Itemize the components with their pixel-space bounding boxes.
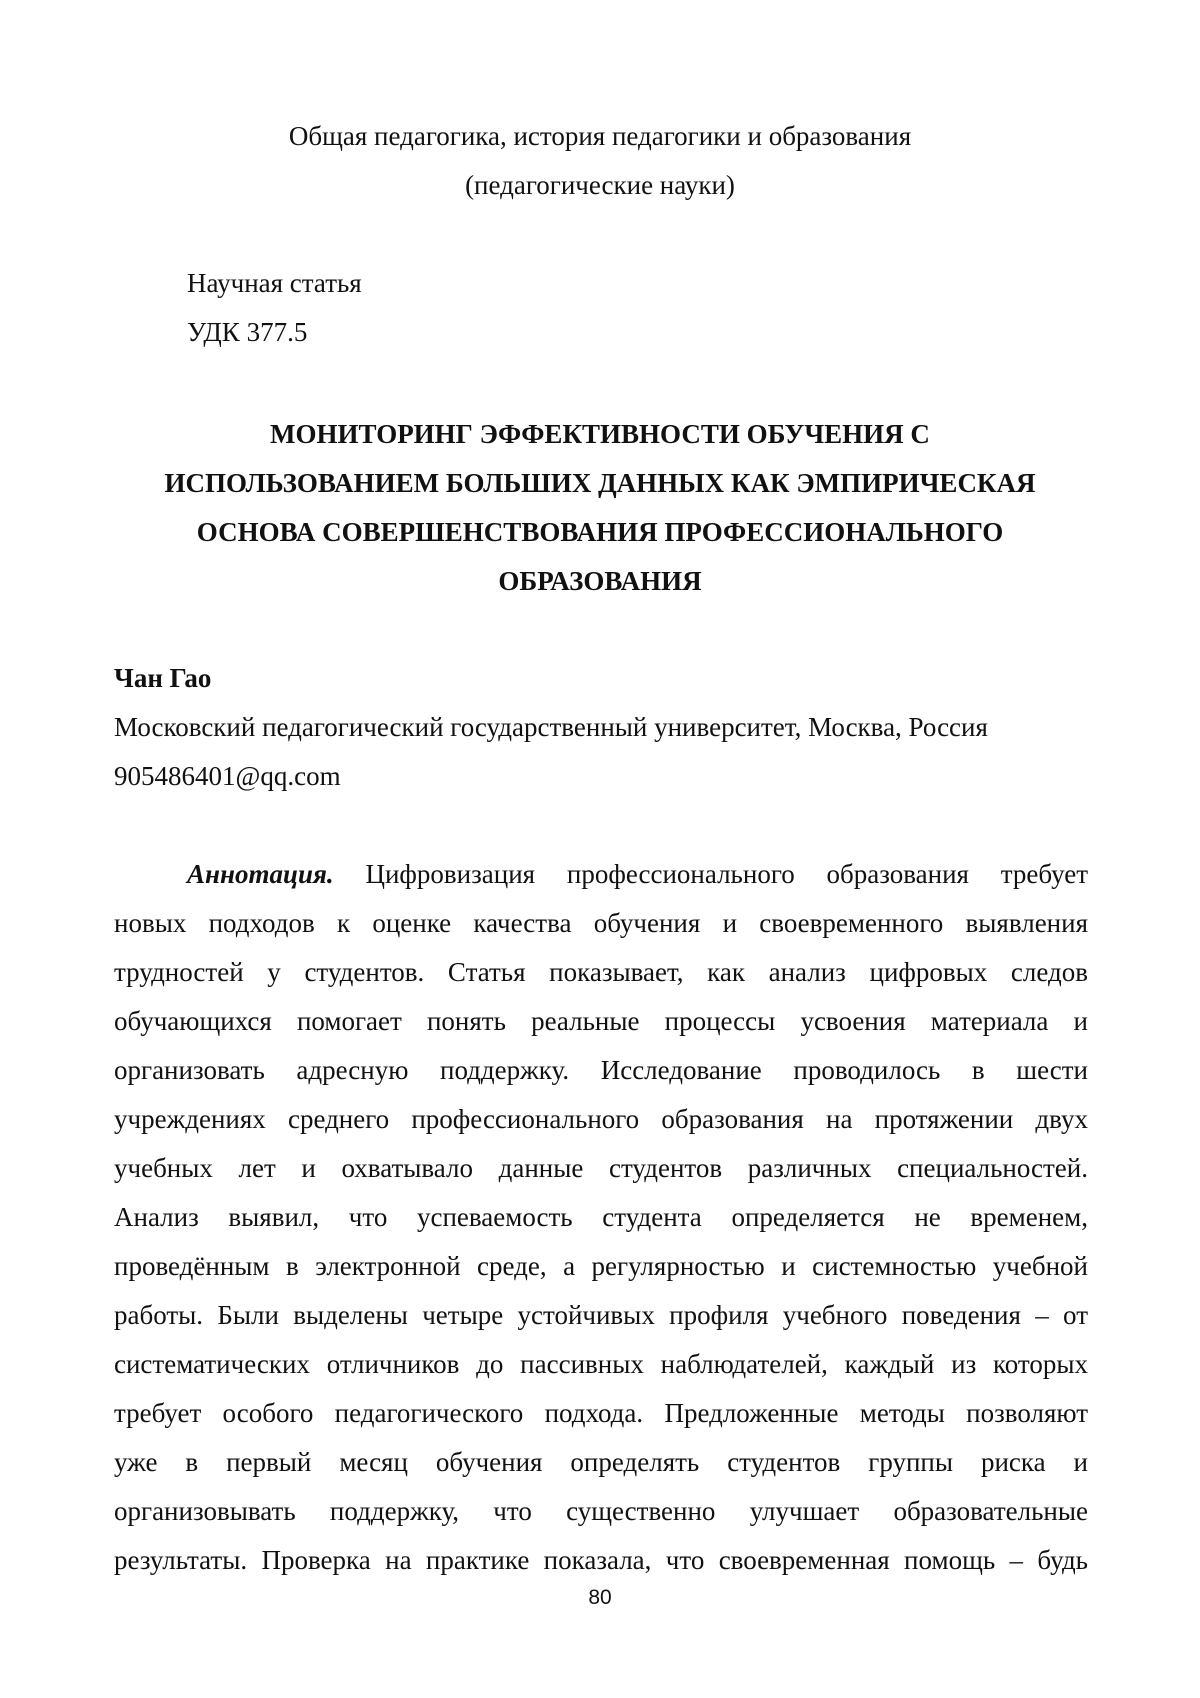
- abstract-line-10: работы. Были выделены четыре устойчивых профиля учебного поведения – от: [114, 1300, 1088, 1330]
- abstract-line-3: трудностей у студентов. Статья показывает, как анализ цифровых следов: [114, 957, 1088, 987]
- author-email: 905486401@qq.com: [114, 761, 341, 791]
- rubric-line-2: (педагогические науки): [465, 170, 735, 200]
- title-line-2: ИСПОЛЬЗОВАНИЕМ БОЛЬШИХ ДАННЫХ КАК ЭМПИРИЧЕСКАЯ: [164, 468, 1036, 498]
- abstract-line-7: учебных лет и охватывало данные студентов различных специальностей.: [114, 1153, 1088, 1183]
- abstract-label: Аннотация.: [187, 859, 334, 889]
- title-line-3: ОСНОВА СОВЕРШЕНСТВОВАНИЯ ПРОФЕССИОНАЛЬНОГО: [196, 517, 1004, 547]
- abstract-line-9: проведённым в электронной среде, а регулярностью и системностью учебной: [114, 1251, 1088, 1281]
- udc-code: УДК 377.5: [187, 317, 308, 347]
- abstract-line-15: результаты. Проверка на практике показала, что своевременная помощь – будь: [114, 1545, 1088, 1575]
- article-meta: [187, 259, 362, 357]
- abstract-first-line-text: Цифровизация профессионального образования требует: [333, 859, 1088, 889]
- abstract-line-11: систематических отличников до пассивных наблюдателей, каждый из которых: [114, 1349, 1088, 1379]
- title-line-1: МОНИТОРИНГ ЭФФЕКТИВНОСТИ ОБУЧЕНИЯ С: [270, 419, 930, 449]
- article-type: Научная статья: [187, 268, 362, 298]
- page-number: 80: [588, 1586, 612, 1609]
- abstract: [114, 850, 1088, 1585]
- abstract-line-6: учреждениях среднего профессионального образования на протяжении двух: [114, 1104, 1088, 1134]
- abstract-line-8: Анализ выявил, что успеваемость студента определяется не временем,: [114, 1202, 1088, 1232]
- abstract-line-13: уже в первый месяц обучения определять студентов группы риска и: [114, 1447, 1088, 1477]
- abstract-line-14: организовывать поддержку, что существенно улучшает образовательные: [114, 1496, 1088, 1526]
- abstract-line-4: обучающихся помогает понять реальные процессы усвоения материала и: [114, 1006, 1088, 1036]
- author-block: [114, 654, 988, 801]
- abstract-line-2: новых подходов к оценке качества обучения и своевременного выявления: [114, 908, 1088, 938]
- abstract-line-12: требует особого педагогического подхода. Предложенные методы позволяют: [114, 1398, 1088, 1428]
- abstract-line-5: организовать адресную поддержку. Исследование проводилось в шести: [114, 1055, 1088, 1085]
- author-name: Чан Гао: [114, 663, 212, 693]
- rubric-line-1: Общая педагогика, история педагогики и образования: [288, 121, 912, 151]
- title-line-4: ОБРАЗОВАНИЯ: [498, 566, 702, 596]
- abstract-line-1: [114, 850, 1088, 899]
- section-rubric: [0, 112, 1200, 210]
- author-affiliation: Московский педагогический государственный университет, Москва, Россия: [114, 712, 988, 742]
- article-title: [0, 410, 1200, 606]
